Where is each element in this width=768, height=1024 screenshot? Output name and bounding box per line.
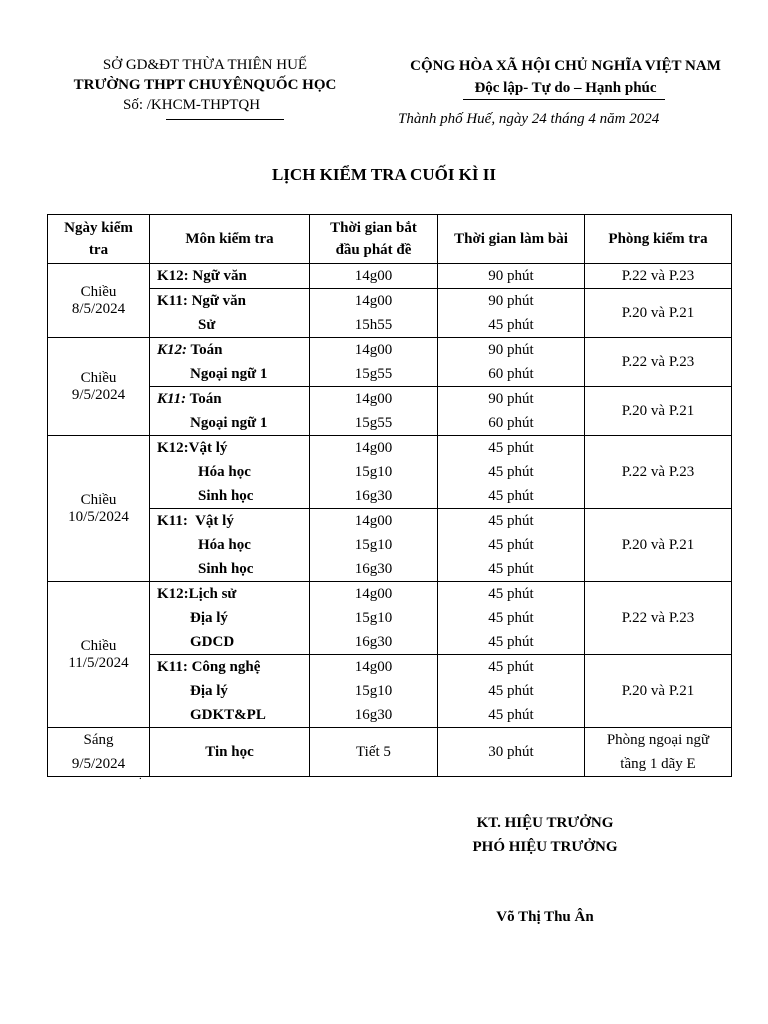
national-block [398,55,733,99]
subject-cell: K11: Công nghệ Địa lý GDKT&PL [150,655,310,728]
signature-title-1: KT. HIỆU TRƯỞNG [476,815,614,831]
start-cell: 14g00 15h55 [310,289,438,338]
duration-cell: 90 phút 60 phút [438,338,585,387]
subject-cell: K12: Toán Ngoại ngữ 1 [150,338,310,387]
header-subject: Môn kiểm tra [150,215,310,264]
document-number: Số: /KHCM-THPTQH [123,97,261,113]
subject-cell: K12: Ngữ văn [150,264,310,289]
room-cell: P.22 và P.23 [585,436,732,509]
signature-title-2: PHÓ HIỆU TRƯỞNG [472,839,618,855]
table-row [48,264,732,289]
room-cell: Phòng ngoại ngữ tầng 1 dãy E [585,728,732,777]
table-header-row [48,215,732,264]
department-name: SỞ GD&ĐT THỪA THIÊN HUẾ [102,57,308,73]
start-cell: 14g00 15g10 16g30 [310,655,438,728]
subject-cell: K12:Lịch sử Địa lý GDCD [150,582,310,655]
start-cell: 14g00 15g55 [310,387,438,436]
table-row [48,655,732,728]
subject-cell: K12:Vật lý Hóa học Sinh học [150,436,310,509]
day-cell: Chiều 10/5/2024 [48,436,150,582]
start-cell: 14g00 15g10 16g30 [310,582,438,655]
start-cell: Tiết 5 [310,728,438,777]
duration-cell: 45 phút 45 phút 45 phút [438,655,585,728]
place-date: Thành phố Huế, ngày 24 tháng 4 năm 2024 [398,111,660,127]
day-cell: Chiều 9/5/2024 [48,338,150,436]
start-cell: 14g00 15g10 16g30 [310,436,438,509]
room-cell: P.20 và P.21 [585,289,732,338]
national-motto: Độc lập- Tự do – Hạnh phúc [474,80,657,96]
issuer-block [60,55,350,115]
duration-cell: 90 phút [438,264,585,289]
issuer-underline [166,119,284,120]
start-cell: 14g00 15g10 16g30 [310,509,438,582]
document-title: LỊCH KIỂM TRA CUỐI KÌ II [271,165,497,184]
start-cell: 14g00 15g55 [310,338,438,387]
header-date: Ngày kiểm tra [48,215,150,264]
room-cell: P.20 và P.21 [585,655,732,728]
table-row [48,582,732,655]
day-cell: Chiều 11/5/2024 [48,582,150,728]
day-cell: Chiều 8/5/2024 [48,264,150,338]
start-cell: 14g00 [310,264,438,289]
subject-cell: K11: Toán Ngoại ngữ 1 [150,387,310,436]
table-row [48,289,732,338]
room-cell: P.22 và P.23 [585,338,732,387]
header-duration: Thời gian làm bài [438,215,585,264]
subject-cell: Tin học [150,728,310,777]
republic-name: CỘNG HÒA XÃ HỘI CHỦ NGHĨA VIỆT NAM [410,58,721,74]
table-row [48,436,732,509]
duration-cell: 90 phút 45 phút [438,289,585,338]
duration-cell: 45 phút 45 phút 45 phút [438,582,585,655]
header-room: Phòng kiểm tra [585,215,732,264]
subject-cell: K11: Ngữ văn Sử [150,289,310,338]
header-start-time: Thời gian bắt đầu phát đề [310,215,438,264]
duration-cell: 30 phút [438,728,585,777]
room-cell: P.22 và P.23 [585,264,732,289]
table-row [48,728,732,777]
room-cell: P.22 và P.23 [585,582,732,655]
table-row [48,509,732,582]
day-cell: Sáng 9/5/2024 [48,728,150,777]
subject-cell: K11: Vật lý Hóa học Sinh học [150,509,310,582]
stray-mark: . [139,770,142,782]
school-name: TRƯỜNG THPT CHUYÊNQUỐC HỌC [73,77,337,93]
room-cell: P.20 và P.21 [585,509,732,582]
duration-cell: 45 phút 45 phút 45 phút [438,509,585,582]
exam-schedule-table [47,214,732,777]
duration-cell: 90 phút 60 phút [438,387,585,436]
table-row [48,338,732,387]
motto-underline [463,99,665,100]
room-cell: P.20 và P.21 [585,387,732,436]
signer-name: Võ Thị Thu Ân [496,909,594,925]
duration-cell: 45 phút 45 phút 45 phút [438,436,585,509]
table-row [48,387,732,436]
